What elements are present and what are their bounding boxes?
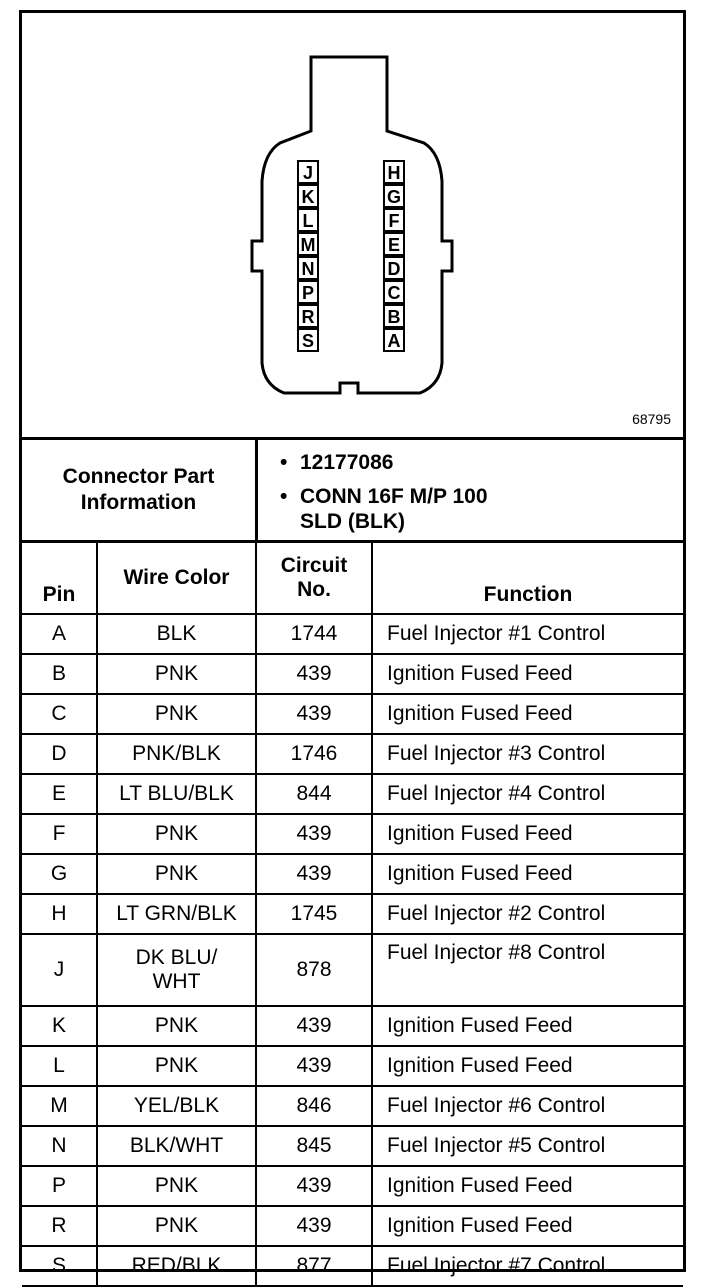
connector-part-info	[22, 440, 683, 543]
function-cell: Fuel Injector #7 Control	[372, 1246, 683, 1286]
function-cell: Ignition Fused Feed	[372, 694, 683, 734]
circuit-cell: 1746	[256, 734, 372, 774]
right-pin-column	[384, 161, 404, 351]
circuit-cell: 439	[256, 1166, 372, 1206]
pin-label: D	[387, 259, 401, 279]
part-number: 12177086	[300, 451, 394, 474]
pin-label: H	[387, 163, 401, 183]
bullet-icon: •	[280, 451, 288, 474]
table-row	[22, 774, 683, 814]
table-row	[22, 854, 683, 894]
pin-label: L	[302, 211, 314, 231]
wire-color-line2: WHT	[152, 970, 201, 993]
pin-label: K	[301, 187, 315, 207]
pin-label: P	[301, 283, 315, 303]
table-row	[22, 734, 683, 774]
pin-cell: F	[22, 814, 97, 854]
header-circuit-line2: No.	[297, 578, 331, 601]
circuit-cell: 439	[256, 854, 372, 894]
pin-cell: B	[22, 654, 97, 694]
pin-label: A	[387, 331, 401, 351]
table-row	[22, 894, 683, 934]
pin-table	[22, 543, 683, 1287]
wire-color-cell: PNK	[97, 654, 256, 694]
description-item-cont	[300, 509, 405, 534]
pin-cell: K	[22, 1006, 97, 1046]
function-cell: Ignition Fused Feed	[372, 1166, 683, 1206]
pin-cell: R	[22, 1206, 97, 1246]
wire-color-cell: YEL/BLK	[97, 1086, 256, 1126]
connector-face-drawing	[22, 13, 683, 437]
table-row	[22, 614, 683, 654]
circuit-cell: 439	[256, 1206, 372, 1246]
description-line1: CONN 16F M/P 100	[300, 485, 488, 508]
wire-color-cell	[97, 934, 256, 1006]
pin-label: C	[387, 283, 401, 303]
wire-color-cell: PNK	[97, 694, 256, 734]
function-cell: Ignition Fused Feed	[372, 1046, 683, 1086]
header-function: Function	[372, 543, 683, 614]
figure-id: 68795	[632, 411, 671, 427]
wire-color-cell: PNK	[97, 1006, 256, 1046]
function-cell: Ignition Fused Feed	[372, 1006, 683, 1046]
wire-color-cell: PNK	[97, 1166, 256, 1206]
wire-color-cell: PNK	[97, 814, 256, 854]
function-cell: Ignition Fused Feed	[372, 854, 683, 894]
circuit-cell: 439	[256, 1006, 372, 1046]
wire-color-cell: BLK/WHT	[97, 1126, 256, 1166]
table-row	[22, 1086, 683, 1126]
function-cell: Fuel Injector #1 Control	[372, 614, 683, 654]
function-cell: Ignition Fused Feed	[372, 654, 683, 694]
pin-cell: E	[22, 774, 97, 814]
connector-info-label-line1: Connector Part	[62, 465, 215, 488]
pin-cell: S	[22, 1246, 97, 1286]
circuit-cell: 845	[256, 1126, 372, 1166]
pin-label: S	[301, 331, 315, 351]
circuit-cell: 1744	[256, 614, 372, 654]
part-number-item	[280, 450, 394, 475]
pin-label: F	[388, 211, 400, 231]
wire-color-cell: PNK/BLK	[97, 734, 256, 774]
circuit-cell: 439	[256, 1046, 372, 1086]
function-cell: Fuel Injector #8 Control	[372, 934, 683, 1006]
description-line2: SLD (BLK)	[300, 510, 405, 533]
bullet-icon: •	[280, 485, 288, 508]
pin-cell: J	[22, 934, 97, 1006]
circuit-cell: 877	[256, 1246, 372, 1286]
circuit-cell: 439	[256, 694, 372, 734]
left-pin-column	[298, 161, 318, 351]
circuit-cell: 1745	[256, 894, 372, 934]
table-row	[22, 1166, 683, 1206]
pin-table-header	[22, 543, 683, 614]
function-cell: Ignition Fused Feed	[372, 814, 683, 854]
wire-color-cell: LT GRN/BLK	[97, 894, 256, 934]
wire-color-cell: BLK	[97, 614, 256, 654]
header-circuit	[256, 543, 372, 614]
pin-cell: H	[22, 894, 97, 934]
circuit-cell: 439	[256, 814, 372, 854]
header-pin: Pin	[22, 543, 97, 614]
pin-label: N	[301, 259, 315, 279]
function-cell: Fuel Injector #2 Control	[372, 894, 683, 934]
pin-cell: A	[22, 614, 97, 654]
connector-info-label-line2: Information	[80, 491, 197, 514]
connector-outline	[252, 57, 452, 393]
table-row	[22, 814, 683, 854]
pin-cell: M	[22, 1086, 97, 1126]
wire-color-cell: LT BLU/BLK	[97, 774, 256, 814]
function-cell: Ignition Fused Feed	[372, 1206, 683, 1246]
pin-cell: N	[22, 1126, 97, 1166]
pin-label: B	[387, 307, 401, 327]
table-row	[22, 934, 683, 1006]
connector-info-values	[258, 440, 683, 540]
header-circuit-line1: Circuit	[280, 554, 348, 577]
pin-cell: C	[22, 694, 97, 734]
connector-info-label	[22, 440, 258, 540]
pin-label: R	[301, 307, 315, 327]
function-cell: Fuel Injector #4 Control	[372, 774, 683, 814]
wire-color-cell: PNK	[97, 1206, 256, 1246]
header-wire-color: Wire Color	[97, 543, 256, 614]
pin-table-body	[22, 614, 683, 1286]
circuit-cell: 439	[256, 654, 372, 694]
wire-color-cell: RED/BLK	[97, 1246, 256, 1286]
table-row	[22, 1126, 683, 1166]
pin-label: E	[387, 235, 401, 255]
connector-sheet	[19, 10, 686, 1277]
table-row	[22, 1046, 683, 1086]
wire-color-cell: PNK	[97, 1046, 256, 1086]
pin-cell: G	[22, 854, 97, 894]
function-cell: Fuel Injector #6 Control	[372, 1086, 683, 1126]
circuit-cell: 846	[256, 1086, 372, 1126]
table-row	[22, 694, 683, 734]
pin-label: J	[302, 163, 314, 183]
table-row	[22, 1246, 683, 1286]
wire-color-cell: PNK	[97, 854, 256, 894]
pin-cell: D	[22, 734, 97, 774]
pin-label: M	[300, 235, 316, 255]
function-cell: Fuel Injector #5 Control	[372, 1126, 683, 1166]
table-row	[22, 654, 683, 694]
connector-diagram	[22, 13, 683, 440]
description-item	[280, 484, 488, 509]
wire-color-line1: DK BLU/	[135, 946, 218, 969]
pin-label: G	[386, 187, 402, 207]
pin-cell: L	[22, 1046, 97, 1086]
circuit-cell: 878	[256, 934, 372, 1006]
function-cell: Fuel Injector #3 Control	[372, 734, 683, 774]
circuit-cell: 844	[256, 774, 372, 814]
table-row	[22, 1206, 683, 1246]
table-row	[22, 1006, 683, 1046]
pin-cell: P	[22, 1166, 97, 1206]
